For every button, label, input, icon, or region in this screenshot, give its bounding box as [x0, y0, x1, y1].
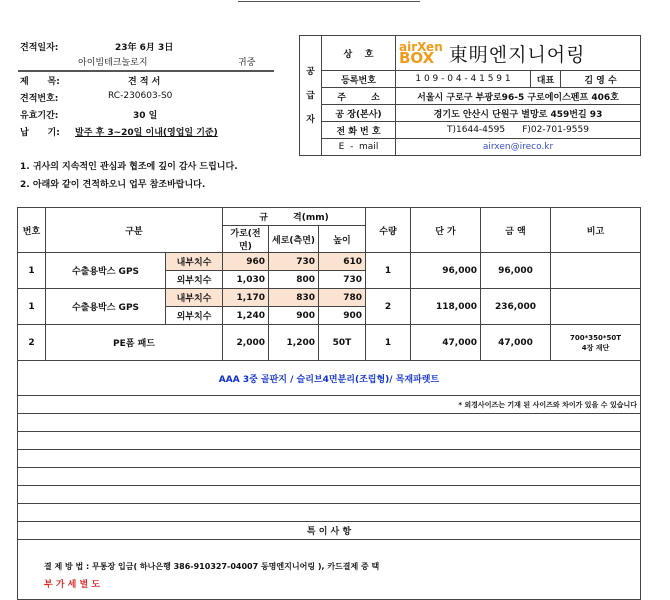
- airxen-logo: airXen BOX: [399, 40, 443, 67]
- remarks-title: 특 이 사 항: [18, 522, 641, 540]
- title-label: 제 목:: [20, 77, 60, 87]
- address: 서울시 구로구 부광로96-5 구로에이스펜프 406호: [396, 88, 641, 105]
- empty-row: [18, 486, 641, 504]
- inner-depth: 730: [269, 253, 319, 271]
- inner-height: 610: [319, 253, 366, 271]
- table-row: [18, 325, 641, 361]
- item-qty: 2: [366, 289, 411, 325]
- item-note: [551, 253, 641, 289]
- intro-line-2: 2. 아래와 같이 견적하오니 업무 참조바랍니다.: [20, 180, 206, 190]
- item-no: 1: [18, 289, 46, 325]
- table-row: [18, 289, 641, 307]
- header-qty: 수량: [366, 208, 411, 253]
- date-label: 견적일자:: [20, 43, 59, 53]
- empty-row: [18, 414, 641, 432]
- validity-label: 유효기간:: [20, 111, 59, 121]
- outer-width: 1,030: [223, 271, 269, 289]
- inner-width: 960: [223, 253, 269, 271]
- addr-label: 주 소: [322, 88, 396, 105]
- pad-width: 2,000: [223, 325, 269, 361]
- outer-label: 외부치수: [166, 271, 223, 289]
- empty-row: [18, 468, 641, 486]
- factory-label: 공 장(본사): [322, 105, 396, 122]
- item-no: 2: [18, 325, 46, 361]
- honorific: 귀중: [238, 58, 256, 68]
- item-qty: 1: [366, 325, 411, 361]
- inner-width: 1,170: [223, 289, 269, 307]
- supplier-side-3: 자: [306, 114, 315, 125]
- inner-height: 780: [319, 289, 366, 307]
- inner-label: 내부치수: [166, 289, 223, 307]
- item-price: 47,000: [411, 325, 481, 361]
- pad-depth: 1,200: [269, 325, 319, 361]
- header-category: 구분: [46, 208, 223, 253]
- supplier-side-2: 급: [306, 90, 315, 101]
- divider: [18, 70, 274, 72]
- inner-depth: 830: [269, 289, 319, 307]
- email-link[interactable]: airxen@ireco.kr: [482, 142, 554, 152]
- outer-width: 1,240: [223, 307, 269, 325]
- supplier-side-1: 공: [306, 66, 315, 77]
- rep-label: 대표: [531, 71, 561, 88]
- header-depth: 세로(측면): [269, 226, 319, 253]
- validity: 30 일: [133, 111, 158, 121]
- header-note: 비고: [551, 208, 641, 253]
- pad-note-cut: 4장 재단: [581, 343, 610, 352]
- company-label: 상 호: [322, 36, 396, 71]
- phone-fax: T)1644-4595 F)02-701-9559: [396, 122, 641, 139]
- payment-method: 결 제 방 법 : 무통장 입금( 하나은행 386-910327-04007 동명엔지니어링 ), 카드결제 중 택: [44, 562, 380, 571]
- doc-title: 견 적 서: [128, 77, 161, 87]
- table-row: [18, 253, 641, 271]
- reg-label: 등록번호: [322, 71, 396, 88]
- reg-no: 1 0 9 - 0 4 - 4 1 5 9 1: [396, 71, 531, 88]
- quote-table: [17, 207, 641, 600]
- item-amount: 96,000: [481, 253, 551, 289]
- recipient: 아이빔테크놀로지: [78, 58, 148, 68]
- header-price: 단 가: [411, 208, 481, 253]
- outer-height: 730: [319, 271, 366, 289]
- quote-date: 23年 6月 3日: [115, 43, 174, 53]
- header-spec: 규 격(mm): [223, 208, 366, 226]
- item-amount: 236,000: [481, 289, 551, 325]
- item-name: 수출용박스 GPS: [46, 253, 166, 289]
- delivery: 발주 후 3~20일 이내(영업일 기준): [75, 128, 218, 138]
- item-qty: 1: [366, 253, 411, 289]
- vat-excluded: 부 가 세 별 도: [44, 580, 101, 590]
- size-disclaimer: * 외경사이즈는 기재 된 사이즈와 차이가 있을 수 있습니다: [18, 396, 641, 414]
- quote-no: RC-230603-S0: [108, 91, 173, 101]
- intro-line-1: 1. 귀사의 지속적인 관심과 협조에 깊이 감사 드립니다.: [20, 162, 238, 172]
- phone-label: 전 화 번 호: [322, 122, 396, 139]
- outer-height: 900: [319, 307, 366, 325]
- item-price: 96,000: [411, 253, 481, 289]
- outer-depth: 900: [269, 307, 319, 325]
- pad-note-size: 700*350*50T: [569, 333, 622, 342]
- material-spec: AAA 3중 골판지 / 슬리브4면분리(조립형)/ 목재파렛트: [18, 361, 641, 396]
- header-no: 번호: [18, 208, 46, 253]
- empty-row: [18, 450, 641, 468]
- supplier-table: [299, 35, 641, 156]
- item-name: 수출용박스 GPS: [46, 289, 166, 325]
- email-label: E - mail: [322, 139, 396, 156]
- company-name: 東明엔지니어링: [448, 43, 586, 66]
- header-height: 높이: [319, 226, 366, 253]
- header-amount: 금 액: [481, 208, 551, 253]
- quote-no-label: 견적번호:: [20, 94, 59, 104]
- outer-depth: 800: [269, 271, 319, 289]
- header-width: 가로(전면): [223, 226, 269, 253]
- empty-row: [18, 504, 641, 522]
- delivery-label: 납 기:: [20, 128, 60, 138]
- empty-row: [18, 432, 641, 450]
- top-rule: [238, 1, 420, 2]
- factory-address: 경기도 안산시 단원구 별망로 459번길 93: [396, 105, 641, 122]
- inner-label: 내부치수: [166, 253, 223, 271]
- rep-name: 김 영 수: [561, 71, 641, 88]
- item-price: 118,000: [411, 289, 481, 325]
- item-name: PE폼 패드: [46, 325, 223, 361]
- item-note: [551, 289, 641, 325]
- item-no: 1: [18, 253, 46, 289]
- item-amount: 47,000: [481, 325, 551, 361]
- pad-height: 50T: [319, 325, 366, 361]
- outer-label: 외부치수: [166, 307, 223, 325]
